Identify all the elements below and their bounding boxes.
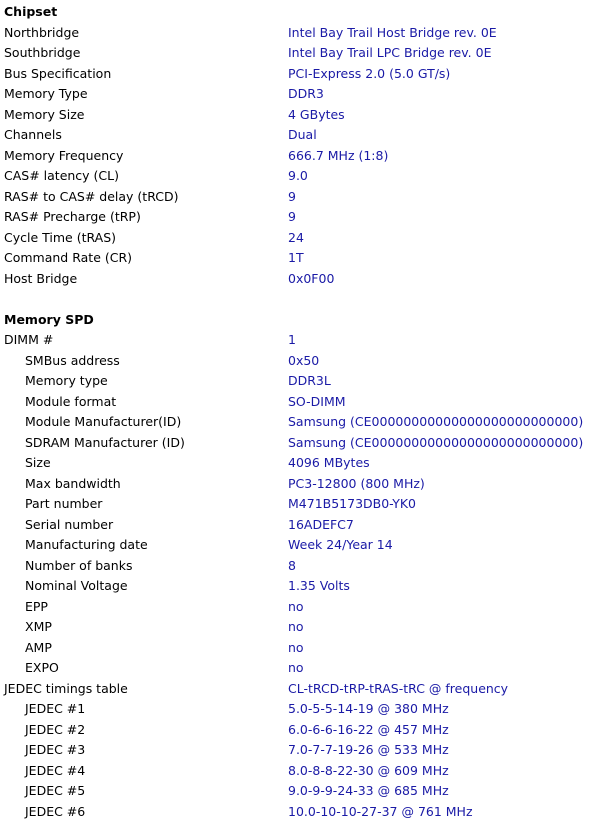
spd-row-value: no	[288, 597, 304, 618]
chipset-row-label: Command Rate (CR)	[4, 248, 132, 269]
chipset-row	[0, 228, 593, 249]
spd-row-label: Number of banks	[25, 556, 132, 577]
spd-row	[0, 617, 593, 638]
section-spacer	[0, 289, 593, 310]
dimm-row	[0, 330, 593, 351]
jedec-row	[0, 761, 593, 782]
spd-row-value: 8	[288, 556, 296, 577]
chipset-section	[0, 23, 593, 290]
spd-row	[0, 494, 593, 515]
chipset-row-value: 0x0F00	[288, 269, 334, 290]
chipset-row-label: Host Bridge	[4, 269, 77, 290]
spd-row	[0, 576, 593, 597]
spd-row	[0, 433, 593, 454]
spd-row-value: 0x50	[288, 351, 319, 372]
spd-row-value: DDR3L	[288, 371, 331, 392]
jedec-row-value: 7.0-7-7-19-26 @ 533 MHz	[288, 740, 449, 761]
jedec-row-value: 9.0-9-9-24-33 @ 685 MHz	[288, 781, 449, 802]
chipset-row	[0, 23, 593, 44]
spd-row-label: Module Manufacturer(ID)	[25, 412, 181, 433]
chipset-row-label: Channels	[4, 125, 62, 146]
spd-row-label: Size	[25, 453, 51, 474]
spd-row	[0, 597, 593, 618]
chipset-row-value: PCI-Express 2.0 (5.0 GT/s)	[288, 64, 450, 85]
chipset-row-value: DDR3	[288, 84, 324, 105]
jedec-row-value: 6.0-6-6-16-22 @ 457 MHz	[288, 720, 449, 741]
spd-row-label: Serial number	[25, 515, 113, 536]
spd-row	[0, 535, 593, 556]
spd-row-value: Week 24/Year 14	[288, 535, 393, 556]
chipset-row-label: Cycle Time (tRAS)	[4, 228, 116, 249]
spd-row-label: SDRAM Manufacturer (ID)	[25, 433, 185, 454]
jedec-row-label: JEDEC #1	[25, 699, 85, 720]
chipset-row-label: Memory Type	[4, 84, 88, 105]
chipset-row	[0, 64, 593, 85]
spd-row	[0, 392, 593, 413]
chipset-row	[0, 43, 593, 64]
spd-row-value: no	[288, 638, 304, 659]
spd-row	[0, 371, 593, 392]
jedec-row-value: 5.0-5-5-14-19 @ 380 MHz	[288, 699, 449, 720]
chipset-row	[0, 84, 593, 105]
dimm-value: 1	[288, 330, 296, 351]
jedec-row	[0, 699, 593, 720]
jedec-row-label: JEDEC #2	[25, 720, 85, 741]
chipset-row-value: 666.7 MHz (1:8)	[288, 146, 388, 167]
dimm-label: DIMM #	[4, 330, 53, 351]
chipset-row	[0, 146, 593, 167]
jedec-table-label: JEDEC timings table	[4, 679, 128, 700]
chipset-row-label: RAS# to CAS# delay (tRCD)	[4, 187, 179, 208]
chipset-row	[0, 166, 593, 187]
spd-row	[0, 474, 593, 495]
chipset-row	[0, 187, 593, 208]
chipset-row-value: 4 GBytes	[288, 105, 345, 126]
spd-row-value: 1.35 Volts	[288, 576, 350, 597]
chipset-row	[0, 269, 593, 290]
spd-row-label: Manufacturing date	[25, 535, 148, 556]
spd-row	[0, 453, 593, 474]
chipset-row	[0, 207, 593, 228]
spd-row-label: XMP	[25, 617, 52, 638]
spd-section	[0, 351, 593, 679]
chipset-section-title: Chipset	[0, 2, 593, 23]
chipset-row-value: 24	[288, 228, 304, 249]
spd-row	[0, 658, 593, 679]
chipset-row	[0, 105, 593, 126]
spd-row	[0, 556, 593, 577]
chipset-row	[0, 125, 593, 146]
spd-row-value: M471B5173DB0-YK0	[288, 494, 416, 515]
chipset-row-label: Memory Size	[4, 105, 84, 126]
jedec-row-label: JEDEC #3	[25, 740, 85, 761]
chipset-row-value: 9	[288, 187, 296, 208]
jedec-row	[0, 740, 593, 761]
spd-row-label: Max bandwidth	[25, 474, 121, 495]
jedec-section	[0, 699, 593, 822]
spd-row-label: SMBus address	[25, 351, 120, 372]
spd-row-label: AMP	[25, 638, 52, 659]
chipset-row-label: Northbridge	[4, 23, 79, 44]
spd-row-label: EPP	[25, 597, 48, 618]
spd-row-value: 4096 MBytes	[288, 453, 370, 474]
spd-row-value: Samsung (CE00000000000000000000000000)	[288, 412, 583, 433]
spd-row	[0, 515, 593, 536]
memory-spd-section-title: Memory SPD	[0, 310, 593, 331]
jedec-row	[0, 781, 593, 802]
chipset-row-label: RAS# Precharge (tRP)	[4, 207, 141, 228]
jedec-row-label: JEDEC #5	[25, 781, 85, 802]
chipset-row-value: Intel Bay Trail LPC Bridge rev. 0E	[288, 43, 491, 64]
spd-row-label: Memory type	[25, 371, 108, 392]
spd-row-label: Part number	[25, 494, 102, 515]
spd-row	[0, 412, 593, 433]
spd-row-value: 16ADEFC7	[288, 515, 354, 536]
spd-row	[0, 351, 593, 372]
chipset-row-label: Bus Specification	[4, 64, 111, 85]
jedec-row-value: 10.0-10-10-27-37 @ 761 MHz	[288, 802, 473, 822]
jedec-table-value: CL-tRCD-tRP-tRAS-tRC @ frequency	[288, 679, 508, 700]
chipset-row-label: CAS# latency (CL)	[4, 166, 119, 187]
chipset-row-value: Dual	[288, 125, 317, 146]
spd-row-value: no	[288, 658, 304, 679]
chipset-row-label: Southbridge	[4, 43, 80, 64]
jedec-row	[0, 720, 593, 741]
jedec-table-row	[0, 679, 593, 700]
spd-row-label: Module format	[25, 392, 116, 413]
chipset-row-value: Intel Bay Trail Host Bridge rev. 0E	[288, 23, 497, 44]
chipset-row	[0, 248, 593, 269]
spd-row-value: PC3-12800 (800 MHz)	[288, 474, 425, 495]
jedec-row-value: 8.0-8-8-22-30 @ 609 MHz	[288, 761, 449, 782]
jedec-row-label: JEDEC #6	[25, 802, 85, 822]
chipset-row-value: 9	[288, 207, 296, 228]
spd-row	[0, 638, 593, 659]
spd-row-value: no	[288, 617, 304, 638]
spd-row-value: SO-DIMM	[288, 392, 346, 413]
spd-row-label: Nominal Voltage	[25, 576, 128, 597]
jedec-row-label: JEDEC #4	[25, 761, 85, 782]
chipset-row-label: Memory Frequency	[4, 146, 123, 167]
chipset-row-value: 1T	[288, 248, 304, 269]
spd-row-label: EXPO	[25, 658, 59, 679]
chipset-row-value: 9.0	[288, 166, 308, 187]
spd-row-value: Samsung (CE00000000000000000000000000)	[288, 433, 583, 454]
